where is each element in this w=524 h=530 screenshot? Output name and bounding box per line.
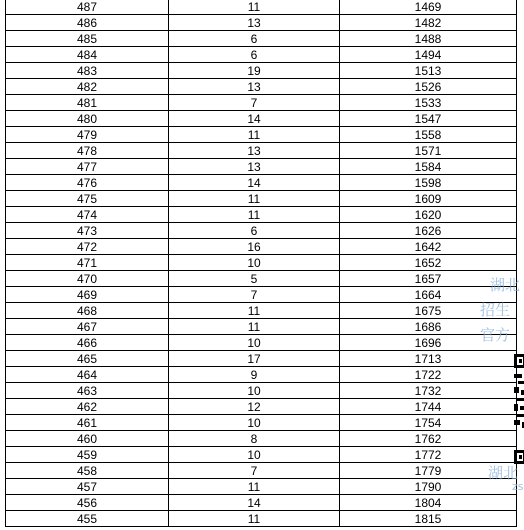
table-row: [6, 303, 517, 319]
score-cell: 475: [6, 191, 169, 207]
cumulative-cell: 1779: [340, 463, 517, 479]
table-row: [6, 63, 517, 79]
cumulative-cell: 1547: [340, 111, 517, 127]
count-cell: 11: [169, 127, 340, 143]
table-row: [6, 239, 517, 255]
count-cell: 8: [169, 431, 340, 447]
watermark-text-5: zs: [512, 480, 524, 493]
cumulative-cell: 1571: [340, 143, 517, 159]
count-cell: 9: [169, 367, 340, 383]
cumulative-cell: 1609: [340, 191, 517, 207]
cumulative-cell: 1620: [340, 207, 517, 223]
count-cell: 11: [169, 511, 340, 527]
score-cell: 467: [6, 319, 169, 335]
count-cell: 10: [169, 447, 340, 463]
cumulative-cell: 1686: [340, 319, 517, 335]
score-cell: 479: [6, 127, 169, 143]
watermark-text-2: 招生: [480, 301, 511, 319]
count-cell: 10: [169, 255, 340, 271]
count-cell: 12: [169, 399, 340, 415]
score-cell: 458: [6, 463, 169, 479]
score-cell: 462: [6, 399, 169, 415]
table-row: [6, 223, 517, 239]
score-cell: 483: [6, 63, 169, 79]
score-cell: 460: [6, 431, 169, 447]
score-cell: 468: [6, 303, 169, 319]
score-cell: 486: [6, 15, 169, 31]
table-row: [6, 79, 517, 95]
table-row: [6, 319, 517, 335]
score-cell: 471: [6, 255, 169, 271]
cumulative-cell: 1526: [340, 79, 517, 95]
count-cell: 13: [169, 15, 340, 31]
count-cell: 14: [169, 495, 340, 511]
cumulative-cell: 1488: [340, 31, 517, 47]
count-cell: 10: [169, 415, 340, 431]
score-cell: 481: [6, 95, 169, 111]
table-row: [6, 271, 517, 287]
watermark-text-3: 官方: [480, 326, 511, 344]
table-row: [6, 15, 517, 31]
cumulative-cell: 1722: [340, 367, 517, 383]
table-row: [6, 0, 517, 15]
table-row: [6, 447, 517, 463]
cumulative-cell: 1469: [340, 0, 517, 15]
cumulative-cell: 1675: [340, 303, 517, 319]
cumulative-cell: 1657: [340, 271, 517, 287]
score-cell: 480: [6, 111, 169, 127]
cumulative-cell: 1482: [340, 15, 517, 31]
table-row: [6, 159, 517, 175]
count-cell: 16: [169, 239, 340, 255]
count-cell: 11: [169, 303, 340, 319]
score-cell: 482: [6, 79, 169, 95]
score-cell: 472: [6, 239, 169, 255]
count-cell: 7: [169, 95, 340, 111]
table-row: [6, 287, 517, 303]
cumulative-cell: 1790: [340, 479, 517, 495]
table-body: [6, 0, 517, 527]
score-cell: 487: [6, 0, 169, 15]
count-cell: 13: [169, 159, 340, 175]
count-cell: 19: [169, 63, 340, 79]
watermark-text-4: 湖北: [488, 464, 519, 482]
cumulative-cell: 1584: [340, 159, 517, 175]
score-cell: 463: [6, 383, 169, 399]
cumulative-cell: 1744: [340, 399, 517, 415]
count-cell: 13: [169, 79, 340, 95]
table-row: [6, 191, 517, 207]
count-cell: 6: [169, 31, 340, 47]
score-cell: 470: [6, 271, 169, 287]
score-cell: 485: [6, 31, 169, 47]
table-row: [6, 47, 517, 63]
table-row: [6, 367, 517, 383]
cumulative-cell: 1732: [340, 383, 517, 399]
count-cell: 11: [169, 319, 340, 335]
score-cell: 465: [6, 351, 169, 367]
count-cell: 7: [169, 463, 340, 479]
score-cell: 478: [6, 143, 169, 159]
score-cell: 477: [6, 159, 169, 175]
cumulative-cell: 1558: [340, 127, 517, 143]
count-cell: 11: [169, 191, 340, 207]
score-cell: 464: [6, 367, 169, 383]
count-cell: 14: [169, 175, 340, 191]
table-row: [6, 143, 517, 159]
score-cell: 473: [6, 223, 169, 239]
cumulative-cell: 1713: [340, 351, 517, 367]
watermark-text-1: 湖北: [490, 276, 521, 294]
count-cell: 14: [169, 111, 340, 127]
table-row: [6, 127, 517, 143]
count-cell: 5: [169, 271, 340, 287]
table-row: [6, 463, 517, 479]
count-cell: 7: [169, 287, 340, 303]
score-cell: 469: [6, 287, 169, 303]
table-row: [6, 495, 517, 511]
score-distribution-table: [5, 0, 517, 527]
cumulative-cell: 1804: [340, 495, 517, 511]
cumulative-cell: 1696: [340, 335, 517, 351]
cumulative-cell: 1642: [340, 239, 517, 255]
count-cell: 11: [169, 207, 340, 223]
table-row: [6, 383, 517, 399]
table-row: [6, 175, 517, 191]
score-cell: 456: [6, 495, 169, 511]
cumulative-cell: 1513: [340, 63, 517, 79]
table-row: [6, 399, 517, 415]
score-cell: 455: [6, 511, 169, 527]
cumulative-cell: 1815: [340, 511, 517, 527]
score-cell: 476: [6, 175, 169, 191]
count-cell: 11: [169, 0, 340, 15]
score-cell: 457: [6, 479, 169, 495]
count-cell: 11: [169, 479, 340, 495]
cumulative-cell: 1762: [340, 431, 517, 447]
cumulative-cell: 1664: [340, 287, 517, 303]
score-cell: 459: [6, 447, 169, 463]
table-row: [6, 31, 517, 47]
count-cell: 13: [169, 143, 340, 159]
cumulative-cell: 1754: [340, 415, 517, 431]
table-row: [6, 95, 517, 111]
table-row: [6, 335, 517, 351]
score-cell: 474: [6, 207, 169, 223]
table-row: [6, 415, 517, 431]
count-cell: 6: [169, 47, 340, 63]
count-cell: 10: [169, 335, 340, 351]
table-row: [6, 207, 517, 223]
score-cell: 466: [6, 335, 169, 351]
score-cell: 484: [6, 47, 169, 63]
cumulative-cell: 1772: [340, 447, 517, 463]
table-row: [6, 511, 517, 527]
table-row: [6, 431, 517, 447]
cumulative-cell: 1533: [340, 95, 517, 111]
count-cell: 6: [169, 223, 340, 239]
cumulative-cell: 1494: [340, 47, 517, 63]
score-cell: 461: [6, 415, 169, 431]
count-cell: 17: [169, 351, 340, 367]
count-cell: 10: [169, 383, 340, 399]
cumulative-cell: 1626: [340, 223, 517, 239]
cumulative-cell: 1598: [340, 175, 517, 191]
table-row: [6, 351, 517, 367]
table-row: [6, 479, 517, 495]
table-row: [6, 255, 517, 271]
cumulative-cell: 1652: [340, 255, 517, 271]
table-row: [6, 111, 517, 127]
